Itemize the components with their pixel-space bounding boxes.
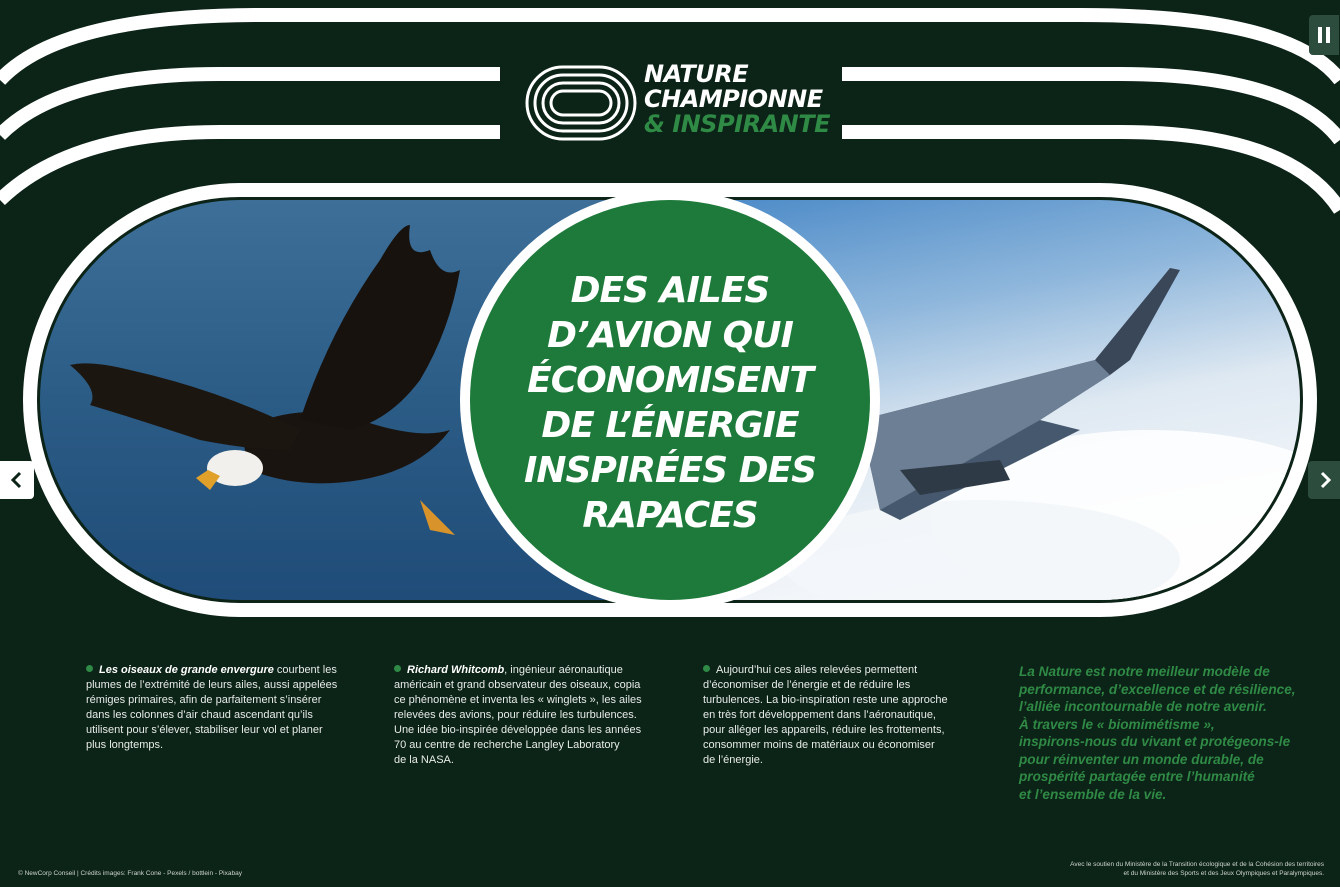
column-1-line: courbent les [276,664,337,676]
quote-line: La Nature est notre meilleur modèle de [1019,664,1270,679]
support-line-1: Avec le soutien du Ministère de la Transition écologique et de la Cohésion des territoires [1070,861,1324,868]
column-3-line: pour alléger les appareils, réduire les frottements, [703,724,945,736]
column-2-line: relevées des avions, pour réduire les turbulences. [394,709,637,721]
headline-line-6: RAPACES [582,495,758,536]
column-3-line: en très fort développement dans l’aéronautique, [703,709,936,721]
support-footer [1070,860,1324,878]
bullet-icon [703,665,710,672]
logo-rings-icon [527,67,635,139]
support-line-2: et du Ministère des Sports et des Jeux Olympiques et Paralympiques. [1123,870,1324,877]
column-2-bold: Richard Whitcomb [407,664,505,676]
text-column-2 [394,663,666,768]
credits-footer: © NewCorp Conseil | Crédits images: Frank Cone - Pexels / bottlein - Pixabay [18,870,242,877]
quote-line: l’alliée incontournable de notre avenir. [1019,699,1267,714]
headline-line-1: DES AILES [570,270,770,311]
quote-line: et l’ensemble de la vie. [1019,786,1167,802]
column-3-line: Aujourd’hui ces ailes relevées permettent [716,664,918,676]
quote-line: pour réinventer un monde durable, de [1019,751,1264,767]
headline [505,268,835,538]
quote-line: À travers le « biomimétisme », [1019,716,1215,732]
quote-line: prospérité partagée entre l’humanité [1019,769,1255,784]
text-column-3 [703,663,975,768]
column-1-line: rémiges primaires, afin de parfaitement s’insérer [86,694,322,706]
column-1-line: plus longtemps. [86,739,164,751]
text-column-1 [86,663,358,753]
logo-line-3: & INSPIRANTE [644,110,831,138]
column-2-line: 70 au centre de recherche Langley Laboratory [394,739,620,751]
column-1-bold: Les oiseaux de grande envergure [99,664,274,676]
headline-line-2: D’AVION QUI [547,315,793,356]
column-3-line: turbulences. La bio-inspiration reste une approche [703,694,948,706]
column-3-line: consommer moins de matériaux ou économiser [703,739,935,751]
column-2-line: ce phénomène et inventa les « winglets », les ailes [394,694,642,706]
pause-button[interactable] [1309,15,1339,55]
pause-icon [1316,25,1332,45]
chevron-left-icon [10,471,24,489]
headline-line-5: INSPIRÉES DES [524,450,816,491]
logo-line-2: CHAMPIONNE [644,85,823,113]
column-2-line: , ingénieur aéronautique [504,664,623,676]
column-1-line: plumes de l’extrémité de leurs ailes, aussi appelées [86,679,338,691]
column-2-line: de la NASA. [394,754,454,766]
quote-line: performance, d’excellence et de résilience, [1019,681,1296,697]
column-1-line: dans les colonnes d’air chaud ascendant qu’ils [86,709,313,721]
next-slide-button[interactable] [1308,461,1340,499]
column-2-line: américain et grand observateur des oiseaux, copia [394,679,641,691]
nature-quote [1019,663,1319,803]
chevron-right-icon [1318,471,1332,489]
logo-line-1: NATURE [644,60,749,88]
column-3-line: d’économiser de l’énergie et de réduire les [703,679,911,691]
previous-slide-button[interactable] [0,461,34,499]
bullet-icon [394,665,401,672]
headline-line-3: ÉCONOMISENT [527,360,813,401]
column-3-line: de l’énergie. [703,754,763,766]
logo-title [644,62,830,137]
column-2-line: Une idée bio-inspirée développée dans les années [394,724,642,736]
bullet-icon [86,665,93,672]
headline-line-4: DE L’ÉNERGIE [541,405,799,446]
quote-line: inspirons-nous du vivant et protégeons-le [1019,734,1291,749]
column-1-line: utilisent pour s’élever, stabiliser leur vol et planer [86,724,323,736]
